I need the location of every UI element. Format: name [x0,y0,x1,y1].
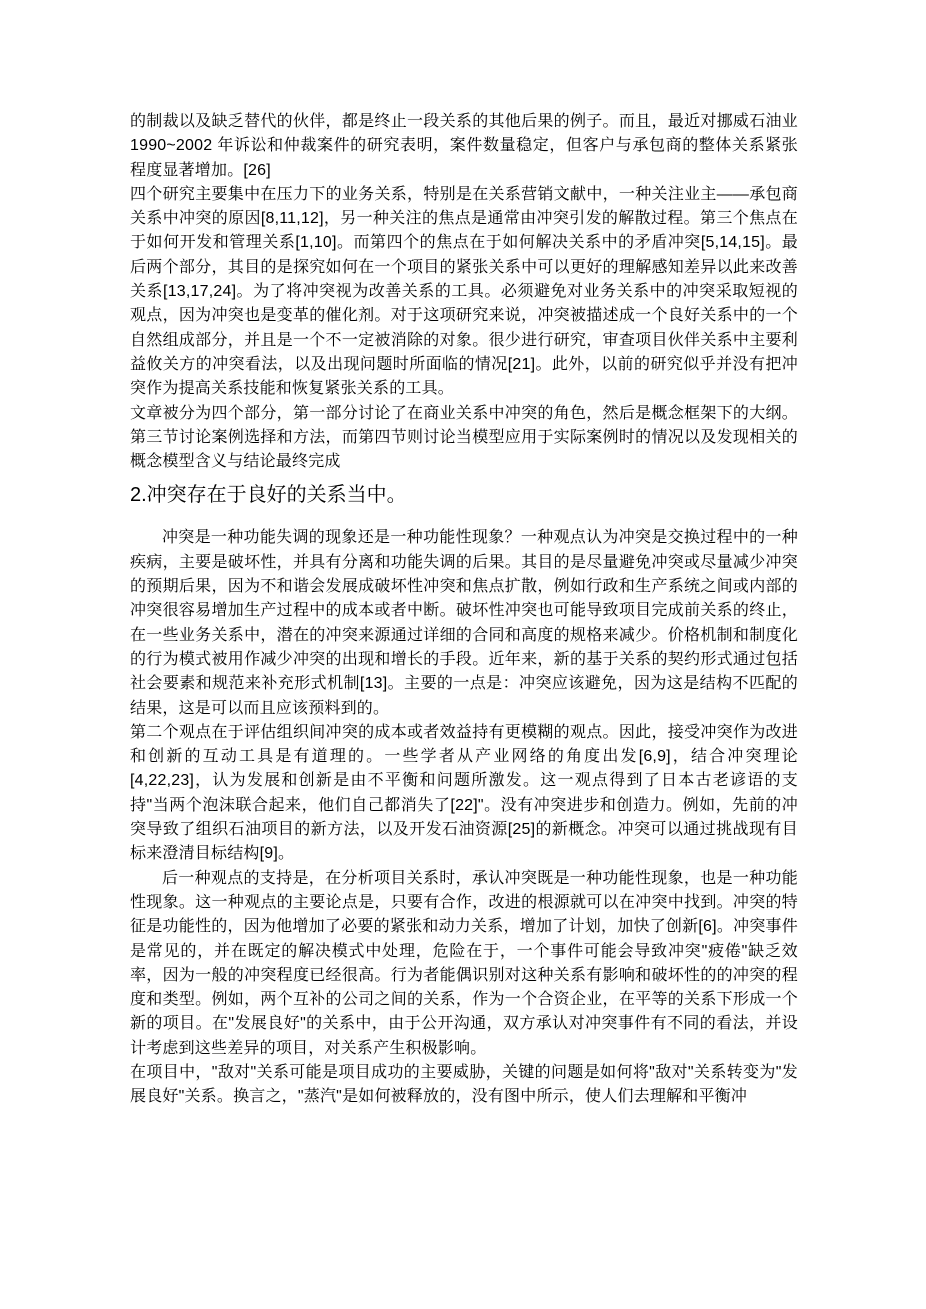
section-heading: 2.冲突存在于良好的关系当中。 [130,484,407,507]
paragraph-article-structure: 文章被分为四个部分，第一部分讨论了在商业关系中冲突的角色，然后是概念框架下的大纲。第三节讨论案例选择和方法，而第四节则讨论当模型应用于实际案例时的情况以及发现相关的概念模型含义与结论最终完成 [130,404,798,471]
paragraph-four-studies: 四个研究主要集中在压力下的业务关系，特别是在关系营销文献中，一种关注业主——承包商关系中冲突的原因[8,11,12]，另一种关注的焦点是通常由冲突引发的解散过程。第三个焦点在于如何开发和管理关系[1,10]。而第四个的焦点在于如何解决关系中的矛盾冲突[5,14,15]。最后两个部分，其目的是探究如何在一个项目的紧张关系中可以更好的理解感知差异以此来改善关系[13,17,24]。为了将冲突视为改善关系的工具。必须避免对业务关系中的冲突采取短视的观点，因为冲突也是变革的催化剂。对于这项研究来说，冲突被描述成一个良好关系中的一个自然组成部分，并且是一个不一定被消除的对象。很少进行研究，审查项目伙伴关系中主要利益攸关方的冲突看法，以及出现问题时所面临的情况[21]。此外，以前的研究似乎并没有把冲突作为提高关系技能和恢复紧张关系的工具。 [130,185,798,398]
paragraph-adversarial-relationship: 在项目中，"敌对"关系可能是项目成功的主要威胁，关键的问题是如何将"敌对"关系转变为"发展良好"关系。换言之，"蒸汽"是如何被释放的，没有图中所示，使人们去理解和平衡冲 [130,1063,798,1106]
paragraph-dysfunctional-vs-functional: 冲突是一种功能失调的现象还是一种功能性现象？一种观点认为冲突是交换过程中的一种疾病，主要是破坏性，并具有分离和功能失调的后果。其目的是尽量避免冲突或尽量减少冲突的预期后果，因为不和谐会发展成破坏性冲突和焦点扩散，例如行政和生产系统之间或内部的冲突很容易增加生产过程中的成本或者中断。破坏性冲突也可能导致项目完成前关系的终止，在一些业务关系中，潜在的冲突来源通过详细的合同和高度的规格来减少。价格机制和制度化的行为模式被用作减少冲突的出现和增长的手段。近年来，新的基于关系的契约形式通过包括社会要素和规范来补充形式机制[13]。主要的一点是：冲突应该避免，因为这是结构不匹配的结果，这是可以而且应该预料到的。 [130,529,798,717]
paragraph-latter-viewpoint: 后一种观点的支持是，在分析项目关系时，承认冲突既是一种功能性现象，也是一种功能性现象。这一种观点的主要论点是，只要有合作，改进的根源就可以在冲突中找到。冲突的特征是功能性的，因为他增加了必要的紧张和动力关系，增加了计划，加快了创新[6]。冲突事件是常见的，并在既定的解决模式中处理，危险在于，一个事件可能会导致冲突"疲倦"缺乏效率，因为一般的冲突程度已经很高。行为者能偶识别对这种关系有影响和破坏性的的冲突的程度和类型。例如，两个互补的公司之间的关系，作为一个合资企业，在平等的关系下形成一个新的项目。在"发展良好"的关系中，由于公开沟通，双方承认对冲突事件有不同的看法，并设计考虑到这些差异的项目，对关系产生积极影响。 [130,869,798,1057]
paragraph-relationship-termination: 的制裁以及缺乏替代的伙伴，都是终止一段关系的其他后果的例子。而且，最近对挪威石油业 1990~2002 年诉讼和仲裁案件的研究表明，案件数量稳定，但客户与承包商的整体关系紧张程度显著增加。[26] [130,113,798,179]
document-page [130,110,798,1110]
paragraph-second-viewpoint: 第二个观点在于评估组织间冲突的成本或者效益持有更模糊的观点。因此，接受冲突作为改进和创新的互动工具是有道理的。一些学者从产业网络的角度出发[6,9]，结合冲突理论[4,22,23]，认为发展和创新是由不平衡和问题所激发。这一观点得到了日本古老谚语的支持"当两个泡沫联合起来，他们自己都消失了[22]"。没有冲突进步和创造力。例如，先前的冲突导致了组织石油项目的新方法，以及开发石油资源[25]的新概念。冲突可以通过挑战现有目标来澄清目标结构[9]。 [130,723,798,863]
